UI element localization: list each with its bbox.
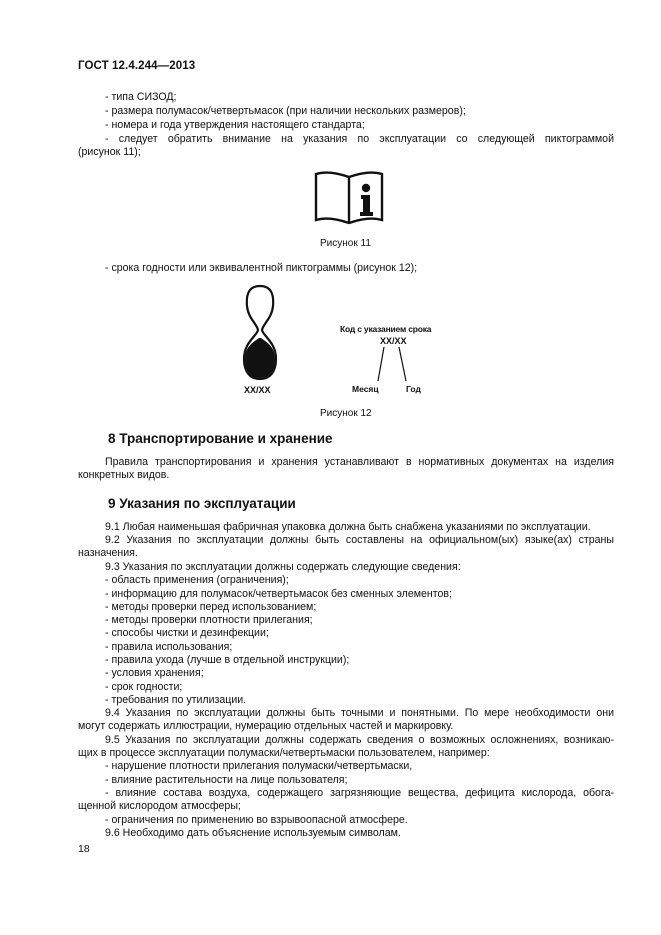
list-item: - требования по утилизации. [105,694,247,706]
list-item: - методы проверки перед использованием; [105,601,317,613]
list-item: - ограничения по применению во взрывоопасной атмосфере. [105,814,408,826]
paragraph-continuation: конкретных видов. [78,469,170,481]
list-item: - размера полумасок/четвертьмасок (при наличии нескольких размеров); [105,105,466,117]
hourglass-date-label: XX/XX [244,385,271,395]
code-value-label: XX/XX [380,336,407,346]
paragraph-9-2-continuation: назначения. [78,547,138,559]
list-item: - способы чистки и дезинфекции; [105,627,269,639]
paragraph-9-6: 9.6 Необходимо дать объяснение используемым символам. [105,827,401,839]
paragraph-9-4-continuation: могут содержать иллюстрации, нумерацию отдельных частей и маркировку. [78,720,454,732]
paragraph-9-5: 9.5 Указания по эксплуатации должны содержать сведения о возможных осложнениях, возникаю- [105,734,614,746]
paragraph-9-1: 9.1 Любая наименьшая фабричная упаковка должна быть снабжена указаниями по эксплуатации. [105,521,591,533]
list-item: - область применения (ограничения); [105,574,289,586]
paragraph-9-3: 9.3 Указания по эксплуатации должны содержать следующие сведения: [105,561,461,573]
paragraph-9-5-continuation: щих в процессе эксплуатации полумаски/четвертьмаски пользователем, например: [78,747,490,759]
section-8-heading: 8 Транспортирование и хранение [108,431,333,446]
code-title-label: Код с указанием срока [340,324,432,334]
list-item: - срока годности или эквивалентной пиктограммы (рисунок 12); [105,262,418,274]
list-item: - влияние состава воздуха, содержащего загрязняющие вещества, дефицита кислорода, обога- [105,787,614,799]
list-item: - методы проверки плотности прилегания; [105,614,313,626]
list-item: - номера и года утверждения настоящего стандарта; [105,119,365,131]
section-9-heading: 9 Указания по эксплуатации [108,496,296,511]
list-item-continuation: щенной кислородом атмосферы; [78,800,241,812]
list-item: - правила ухода (лучше в отдельной инструкции); [105,654,350,666]
document-code-header: ГОСТ 12.4.244—2013 [78,60,196,72]
list-item: - следует обратить внимание на указания по эксплуатации со следующей пиктограммой [105,133,614,145]
paragraph-9-2: 9.2 Указания по эксплуатации должны быть составлены на официальном(ых) языке(ах) страны [105,534,614,546]
list-item: - правила использования; [105,641,233,653]
paragraph: Правила транспортирования и хранения устанавливают в нормативных документах на изделия [105,456,614,468]
page-number: 18 [78,843,90,855]
figure-11-caption: Рисунок 11 [320,238,371,249]
paragraph-9-4: 9.4 Указания по эксплуатации должны быть точными и понятными. По мере необходимости они [105,707,614,719]
list-item: - нарушение плотности прилегания полумаски/четвертьмаски, [105,760,413,772]
list-item: - условия хранения; [105,667,204,679]
instructions-pictogram-icon [313,168,385,226]
figure-12-caption: Рисунок 12 [320,408,372,419]
code-pointer-lines [370,345,420,383]
list-item: - информацию для полумасок/четвертьмасок без сменных элементов; [105,588,452,600]
list-item: - типа СИЗОД; [105,91,177,103]
list-item-continuation: (рисунок 11); [78,146,141,158]
list-item: - срок годности; [105,681,183,693]
list-item: - влияние растительности на лице пользователя; [105,774,348,786]
hourglass-icon [240,284,280,384]
year-label: Год [406,384,421,394]
month-label: Месяц [352,384,379,394]
